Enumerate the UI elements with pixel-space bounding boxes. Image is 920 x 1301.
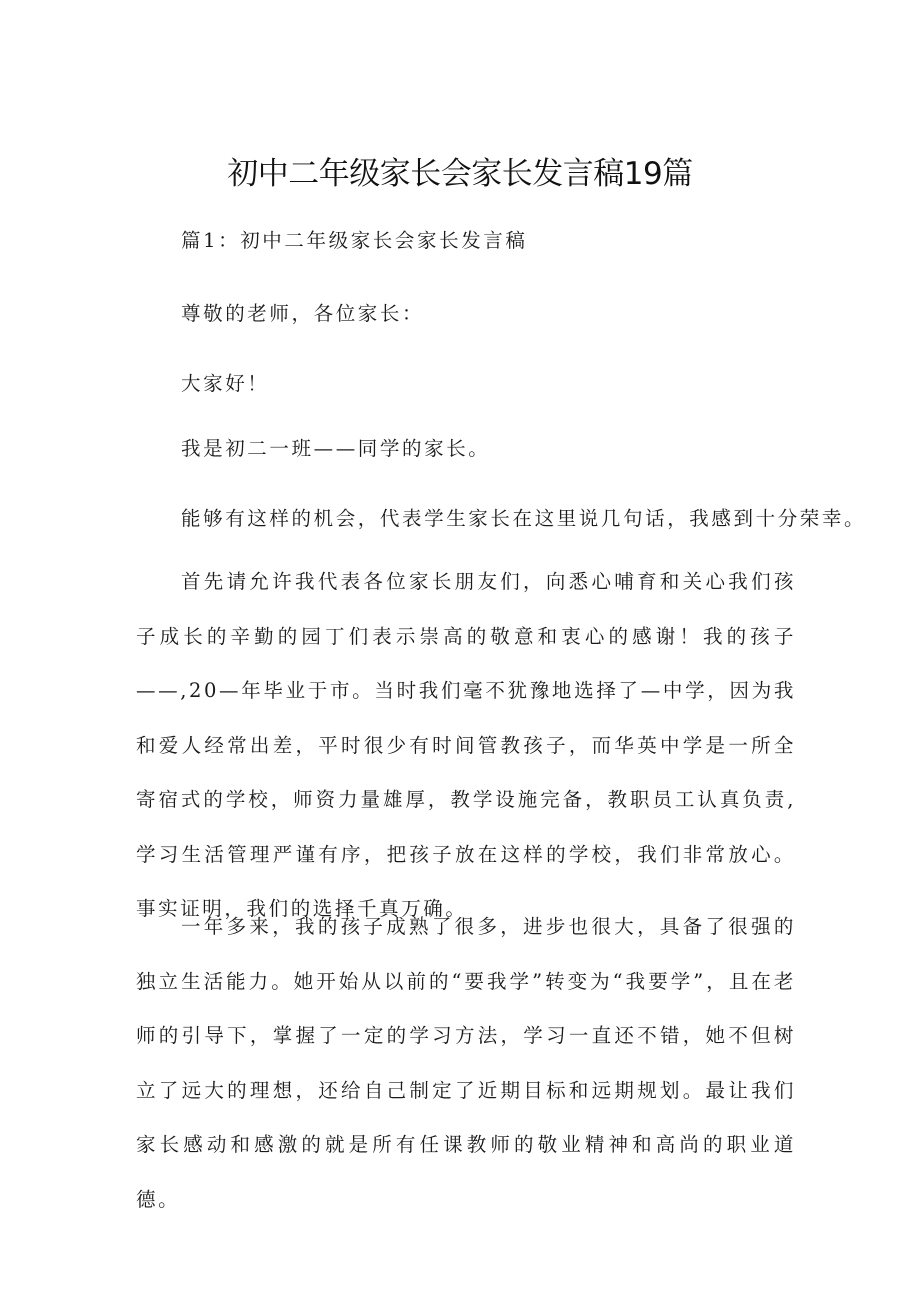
document-title: 初中二年级家长会家长发言稿19篇 xyxy=(227,156,693,192)
greeting: 大家好！ xyxy=(181,372,270,395)
salutation: 尊敬的老师，各位家长： xyxy=(181,302,425,325)
honor-line: 能够有这样的机会，代表学生家长在这里说几句话，我感到十分荣幸。 xyxy=(181,507,867,530)
intro-line: 我是初二一班——同学的家长。 xyxy=(181,437,491,460)
section-heading: 篇1：初中二年级家长会家长发言稿 xyxy=(181,229,528,252)
paragraph-progress: 一年多来，我的孩子成熟了很多，进步也很大，具备了很强的独立生活能力。她开始从以前的“要我学”转变为“我要学”，且在老师的引导下，掌握了一定的学习方法，学习一直还不错，她不但树立了远大的理想，还给自己制定了近期目标和远期规划。最让我们家长感动和感激的就是所有任课教师的敬业精神和高尚的职业道德。 xyxy=(136,915,796,1211)
paragraph-gratitude: 首先请允许我代表各位家长朋友们，向悉心哺育和关心我们孩子成长的辛勤的园丁们表示崇高的敬意和衷心的感谢！我的孩子——,20—年毕业于市。当时我们毫不犹豫地选择了—中学，因为我和爱人经常出差，平时很少有时间管教孩子，而华英中学是一所全寄宿式的学校，师资力量雄厚，教学设施完备，教职员工认真负责,学习生活管理严谨有序，把孩子放在这样的学校，我们非常放心。事实证明，我们的选择千真万确。 xyxy=(136,570,796,920)
